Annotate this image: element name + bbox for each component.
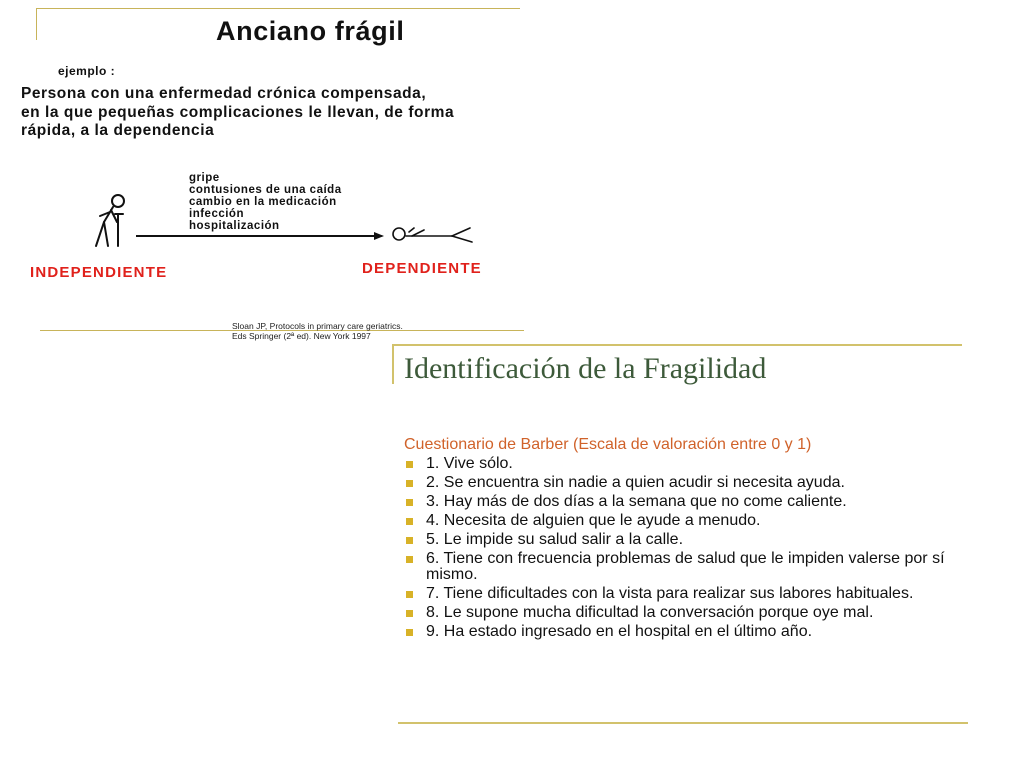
bullet-icon [406, 629, 413, 636]
list-item-text: 7. Tiene dificultades con la vista para realizar sus labores habituales. [426, 585, 914, 602]
list-item-text: 2. Se encuentra sin nadie a quien acudir si necesita ayuda. [426, 474, 845, 491]
cause-item: infección [189, 208, 244, 220]
description-line: rápida, a la dependencia [21, 122, 215, 139]
list-item [404, 624, 974, 640]
barber-questionnaire-list [404, 456, 974, 643]
cause-item: cambio en la medicación [189, 196, 337, 208]
list-item [404, 551, 974, 583]
example-label: ejemplo : [58, 64, 116, 78]
list-item [404, 586, 974, 602]
lying-person-icon [393, 228, 472, 242]
bullet-icon [406, 518, 413, 525]
reference-line: Eds Springer (2ª ed). New York 1997 [232, 331, 371, 341]
reference [232, 321, 403, 341]
reference-line: Sloan JP, Protocols in primary care geriatrics. [232, 321, 403, 331]
cause-item: hospitalización [189, 220, 280, 232]
questionnaire-subtitle: Cuestionario de Barber (Escala de valoración entre 0 y 1) [404, 436, 812, 453]
list-item [404, 475, 974, 491]
list-item-text: 5. Le impide su salud salir a la calle. [426, 531, 684, 548]
list-item [404, 532, 974, 548]
description-line: Persona con una enfermedad crónica compensada, [21, 85, 427, 102]
bullet-icon [406, 610, 413, 617]
bullet-icon [406, 461, 413, 468]
bullet-icon [406, 499, 413, 506]
independent-label: INDEPENDIENTE [30, 264, 168, 281]
description-line: en la que pequeñas complicaciones le llevan, de forma [21, 103, 455, 121]
bullet-icon [406, 480, 413, 487]
arrow [136, 232, 384, 240]
top-divider [392, 344, 962, 346]
bullet-icon [406, 556, 413, 563]
fragility-diagram [0, 0, 520, 300]
list-item [404, 605, 974, 621]
elderly-walking-icon [96, 195, 124, 246]
list-item-text: 9. Ha estado ingresado en el hospital en el último año. [426, 623, 813, 640]
bottom-divider [398, 722, 968, 724]
dependent-label: DEPENDIENTE [362, 260, 482, 277]
bullet-icon [406, 591, 413, 598]
slide-title: Identificación de la Fragilidad [404, 352, 767, 385]
list-item [404, 513, 974, 529]
left-divider [392, 344, 394, 384]
list-item-text: 3. Hay más de dos días a la semana que no come caliente. [426, 493, 847, 510]
list-item-text: 6. Tiene con frecuencia problemas de salud que le impiden valerse por sí mismo. [426, 550, 945, 583]
cause-item: gripe [189, 172, 220, 184]
bullet-icon [406, 537, 413, 544]
list-item [404, 494, 974, 510]
list-item [404, 456, 974, 472]
cause-item: contusiones de una caída [189, 184, 342, 196]
slide-title: Anciano frágil [216, 16, 405, 46]
list-item-text: 8. Le supone mucha dificultad la conversación porque oye mal. [426, 604, 874, 621]
list-item-text: 1. Vive sólo. [426, 455, 513, 472]
list-item-text: 4. Necesita de alguien que le ayude a menudo. [426, 512, 761, 529]
